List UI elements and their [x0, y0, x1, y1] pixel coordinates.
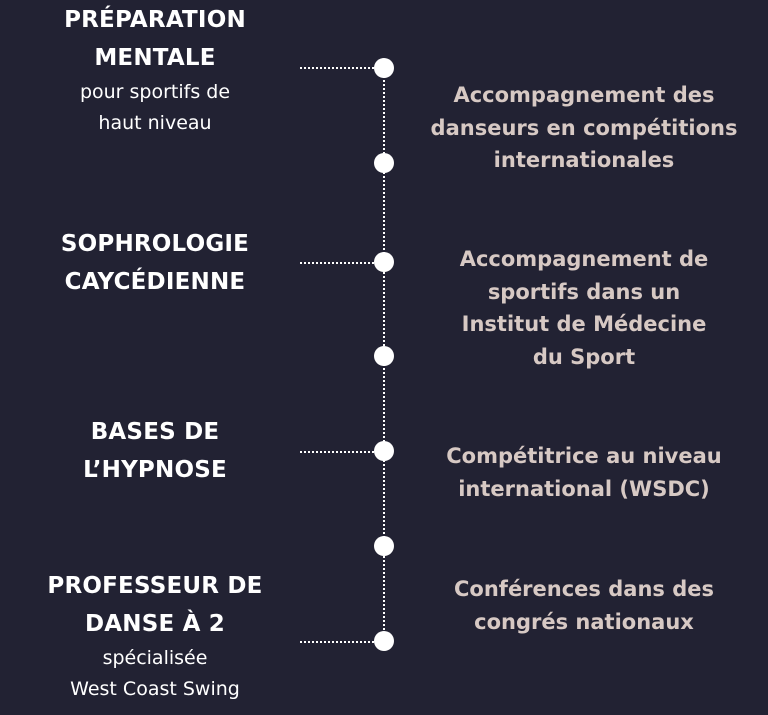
qualification-dance-teacher — [10, 567, 300, 705]
experience-line: Accompagnement des — [453, 83, 715, 107]
qualification-subtitle — [10, 643, 300, 705]
title-line: MENTALE — [94, 45, 216, 71]
experience-line: Institut de Médecine — [461, 312, 707, 336]
timeline-node-3 — [374, 252, 394, 272]
experience-sports-medicine — [414, 243, 754, 373]
connector-1 — [300, 67, 378, 69]
title-line: CAYCÉDIENNE — [64, 269, 246, 295]
experience-line: Conférences dans des — [454, 577, 714, 601]
timeline-node-4 — [374, 346, 394, 366]
connector-3 — [300, 451, 378, 453]
title-line: PROFESSEUR DE — [47, 573, 263, 599]
title-line: DANSE À 2 — [84, 611, 226, 637]
experience-line: internationales — [493, 148, 675, 172]
experience-line: du Sport — [532, 344, 636, 369]
timeline-node-1 — [374, 58, 394, 78]
experience-line: Compétitrice au niveau — [446, 444, 722, 468]
connector-2 — [300, 262, 378, 264]
experience-line: sportifs dans un — [487, 279, 681, 304]
experience-conferences — [414, 573, 754, 638]
experience-line: congrés nationaux — [474, 609, 694, 634]
experience-wsdc-competitor — [414, 440, 754, 505]
subtitle-line: pour sportifs de — [79, 81, 231, 103]
experience-line: Accompagnement de — [459, 247, 709, 271]
qualification-title — [10, 1, 300, 77]
qualification-sophrology — [10, 225, 300, 301]
title-line: PRÉPARATION — [64, 7, 246, 33]
experience-line: international (WSDC) — [458, 476, 710, 501]
qualification-title — [10, 413, 300, 489]
qualification-subtitle — [10, 77, 300, 139]
connector-4 — [300, 641, 378, 643]
timeline-node-7 — [374, 631, 394, 651]
timeline-node-5 — [374, 441, 394, 461]
subtitle-line: spécialisée — [102, 647, 208, 669]
title-line: SOPHROLOGIE — [60, 231, 250, 257]
qualification-mental-prep — [10, 1, 300, 139]
subtitle-line: haut niveau — [98, 112, 212, 134]
timeline-node-2 — [374, 153, 394, 173]
experience-line: danseurs en compétitions — [430, 115, 738, 140]
subtitle-line: West Coast Swing — [70, 678, 240, 700]
title-line: L’HYPNOSE — [83, 457, 227, 483]
qualification-title — [10, 225, 300, 301]
experience-dancers-competitions — [414, 79, 754, 177]
timeline-node-6 — [374, 536, 394, 556]
qualification-hypnosis — [10, 413, 300, 489]
qualification-title — [10, 567, 300, 643]
title-line: BASES DE — [90, 419, 220, 445]
